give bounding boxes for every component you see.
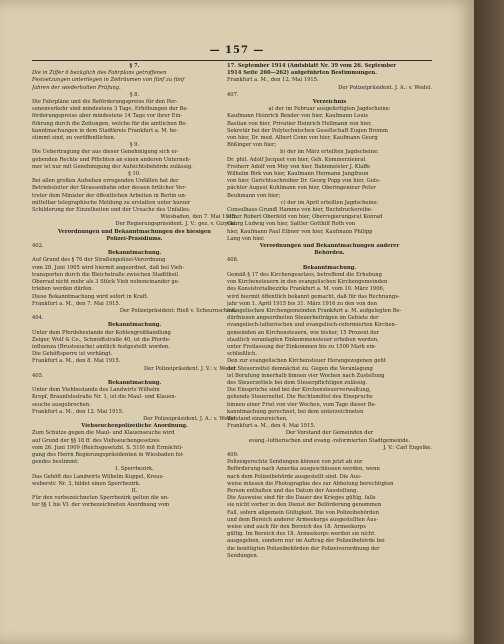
text-line: Behörden. <box>314 250 345 257</box>
text-line: kanntmachungen in dem Stadtkreis Frankfurt a. M. be- <box>32 127 179 134</box>
text-line: weise müssen die Photographie des zur Abholung berechtigten <box>227 480 394 487</box>
text-line: § 9. <box>129 142 140 149</box>
text-line: Frankfurt a. M., den 8. Mai 1915. <box>32 358 121 365</box>
text-line: ist Berufung innerhalb binnen vier Wochen nach Zustellung <box>227 372 385 379</box>
text-line: Festsetzungen unterliegen in Zeiträumen von fünf zu fünf <box>32 77 185 84</box>
text-line: Die in Ziffer 6 bezüglich des Fahrplans getroffenen <box>32 70 167 77</box>
text-line: mittelbar telegraphische Meldung zu erstatten unter kurzer <box>32 199 191 206</box>
text-line: J. V.: Carl Engelke. <box>383 444 432 451</box>
text-line: Die Uebertragung der aus dieser Genehmigung sich er- <box>32 149 179 156</box>
text-line: kanntmachung gerechnet, bei dem unterzeichneten <box>227 408 364 415</box>
text-line: förderungspreise aber mindestens 14 Tage vor ihrer Ein- <box>32 113 183 120</box>
text-line: I. Sperrbezirk. <box>115 466 154 473</box>
text-line: dürfnissen angeordneten Steuerbeiträgen im Gebiete der <box>227 315 379 322</box>
page-number: — 157 — <box>209 45 265 56</box>
text-line: § 8. <box>129 91 140 98</box>
text-line: Bei allen großen Aufsehen erregenden Unfällen hat der <box>32 178 179 185</box>
text-line: Bößinger von hier; <box>227 142 277 149</box>
text-line: transporten durch die Bleichstraße zwischen Stadttheil <box>32 271 179 278</box>
text-line: ter §§ 1 bis VI. der vorbezeichneten Anordnung vom <box>32 502 170 509</box>
text-line: Diese Bekanntmachung wird sofort in Kraft. <box>32 293 149 300</box>
text-line: unter Freilassung der Einkommen bis zu 1500 Mark ein- <box>227 343 377 350</box>
text-line: c) der im April erteilten Jagdscheine: <box>280 199 379 206</box>
text-line: II. <box>131 487 138 494</box>
text-line: Person enthalten und das Datum der Ausstellung. <box>227 487 358 494</box>
text-line: Viehseuchenpolizeiliche Anordnung. <box>81 423 188 430</box>
text-line: 404. <box>32 315 44 322</box>
text-line: des Konsistorialbezirks Frankfurt a. M. vom 10. März 1906, <box>227 286 385 293</box>
text-line: staatlich veranlagten Einkommensteuer erhoben werden, <box>227 336 379 343</box>
text-line: Die Gehöftsperre ist verhängt. <box>32 351 113 358</box>
text-line: Unter dem Viehbestande des Landwirts Wilhelm <box>32 387 160 394</box>
text-line: die benötigten Polizeibehörden der Polizeiverordnung der <box>227 545 380 552</box>
text-line: gültig. Im Bereich des 18. Armeekorps werden sie nicht <box>227 531 375 538</box>
text-line: von Kirchensteuern in den evangelischen Kirchengemeinden <box>227 279 388 286</box>
text-line: Frankfurt a. M., den 12. Mai 1915. <box>32 408 124 415</box>
text-line: Polizei-Präsidiums. <box>106 235 163 242</box>
right-column <box>227 58 432 560</box>
text-line: sitzer Robert Oberfeld von hier, Oberregierungsrat Konrad <box>227 214 383 221</box>
text-line: Jahren der wiederholten Prüfung. <box>32 84 121 91</box>
text-line: Die Einsprüche sind bei der Kirchensteuerverwaltung, <box>227 387 371 394</box>
book-binding-edge <box>474 0 504 644</box>
text-line: b) der im März erteilten Jagdscheine: <box>280 149 379 156</box>
text-line: Betriebsleiter der Strassenbahn oder dessen örtlicher Ver- <box>32 185 187 192</box>
text-line: 408. <box>227 257 239 264</box>
text-line: von hier, Gerichtsschreiber Dr. Georg Popp von hier, Guts- <box>227 178 381 185</box>
text-line: Der Polizeipräsident: Rieß v. Scheurnschloß. <box>119 307 237 314</box>
text-line: trieben werden dürfen. <box>32 286 94 293</box>
text-line: Bekanntmachung. <box>107 379 162 386</box>
text-line: und dem Bereich anderer Armeekorps ausgestellten Aus- <box>227 516 379 523</box>
text-line: Den zur evangelischen Kirchensteuer Herangezogenen geht <box>227 358 386 365</box>
text-line: seuche ausgebrochen. <box>32 401 91 408</box>
text-line: Die Fahrpläne und die Beförderungspreise für den Per- <box>32 99 178 106</box>
text-line: 407. <box>227 91 239 98</box>
text-line: Polizeigerechte Sendungen können von jetzt ab zur <box>227 459 363 466</box>
text-line: § 7. <box>129 63 140 69</box>
text-line: Das Gehöft des Landwirts Wilhelm Kuppel, Kreuz- <box>32 473 164 480</box>
text-line: Der Polizeipräsident. J. A.: v. Wedel. <box>143 415 237 422</box>
text-line: Der Regierungspräsident. J. V.: gez. v. Gizycki. <box>115 221 237 228</box>
text-line: hier, Kaufmann Paul Eibner von hier, Kaufmann Philipp <box>227 228 373 235</box>
text-line: Georg Ludwig von hier, Sattler Gotthilf Roth von <box>227 221 356 228</box>
text-line: des Steuerzettels bei dem Steuerpflichtigen zulässig. <box>227 379 368 386</box>
text-line: sonenverkehr sind mindestens 3 Tage, Erhöhungen der Be- <box>32 106 189 113</box>
text-line: Bekanntmachung. <box>107 322 162 329</box>
text-line: Kropf, Braunfelsstraße Nr. 1, ist die Maul- und Klauen- <box>32 394 177 401</box>
text-line: jahr vom 1. April 1915 bis 31. März 1916 zu den von den <box>227 300 377 307</box>
text-line: 409. <box>227 451 239 458</box>
text-line: Der Polizeipräsident. J. V.: v. Wedel. <box>143 365 237 372</box>
text-line: Wiesbaden, den 7. Mai 1915. <box>160 214 237 221</box>
text-line: Für den vorbezeichneten Sperrbezirk gelten die un- <box>32 495 169 502</box>
text-line: gehende Steuerzettel. Die Rechtsmittel des Einspruchs <box>227 394 373 401</box>
text-line: Frankfurt a. M., den 4. Mai 1915. <box>227 423 316 430</box>
text-line: wird hiermit öffentlich bekannt gemacht, daß für das Rechnungs- <box>227 293 400 300</box>
text-line: Consulhaus Grundl Hamme von hier, Buchdruckereibe- <box>227 207 373 214</box>
text-line: gung des Herrn Regierungspräsidenten in Wiesbaden fol- <box>32 451 185 458</box>
text-line: Verordnungen und Bekanntmachungen anderer <box>259 243 400 250</box>
text-line: Schilderung der Einzelheiten und der Ursache des Unfalles. <box>32 207 191 214</box>
text-line: binnen einer Frist von vier Wochen, vom Tage dieser Be- <box>227 401 377 408</box>
text-line: Verordnungen und Bekanntmachungen des hiesigen <box>58 228 211 235</box>
text-line: Die Ausweise sind für die Dauer des Krieges gültig, falls <box>227 495 376 502</box>
text-line: stimmt sind, zu veröffentlichen. <box>32 135 116 142</box>
text-line: ausgegeben, sondern nur im Auftrag der Polizeibehörde bei <box>227 538 385 545</box>
text-line: Frankfurt a. M., den 7. Mai 1915. <box>32 300 121 307</box>
text-line: Fall, sofern allgemein Gültigkeit. Die von Polizeibehörden <box>227 509 379 516</box>
text-line: vom 28. Juni 1905 wird hiermit angeordnet, daß bei Vieh- <box>32 264 185 271</box>
text-line: gemeinden an Kirchensteuern, wie bisher, 15 Prozent der <box>227 329 380 336</box>
text-line: Oberrad nicht mehr als 3 Stück Vieh nebeneinander ge- <box>32 279 180 286</box>
text-line: gendes bestimmt: <box>32 459 79 466</box>
text-line: treter dem Minister der öffentlichen Arbeiten in Berlin un- <box>32 192 187 199</box>
text-line: pächter August Kuhlmann von hier, Oberingenieur Peter <box>227 185 376 192</box>
text-line: Der Vorstand der Gemeinden der <box>285 430 374 437</box>
text-line: Kaufmann Heinrich Bender von hier, Kaufmann Louis <box>227 113 369 120</box>
left-column-body <box>32 63 237 510</box>
text-line: Der Polizeipräsident. J. A.: v. Wedel. <box>338 84 432 91</box>
text-line: Bekanntmachung. <box>107 250 162 257</box>
text-line: Beförderung nach Amerika ausgeschlossen werden, wenn <box>227 466 380 473</box>
text-line: Bekanntmachung. <box>302 264 357 271</box>
text-line: Sendungen. <box>227 552 259 559</box>
text-line: sie nicht vorher in den Dienst der Beförderung genommen <box>227 502 382 509</box>
top-rule-left <box>32 60 237 61</box>
text-line: der Steuerzettel demnächst zu. Gegen die Veranlagung <box>227 365 373 372</box>
text-line: evangelisch-lutherischen und evangelisch-reformierten Kirchen- <box>227 322 397 329</box>
text-line: 17. September 1914 (Amtsblatt Nr. 39 vom 26. September <box>227 63 396 69</box>
right-column-body <box>227 63 432 560</box>
text-line: 1914 Seite 260—262) aufgeführten Bestimmungen. <box>227 70 377 77</box>
text-line: nach dem Polizeibehörde ausgestellt sind. Die Aus- <box>227 473 362 480</box>
text-line: Frankfurt a. M., den 12. Mai 1915. <box>227 77 319 84</box>
text-line: mer ist nur mit Genehmigung der Aufsichtsbehörde zulässig. <box>32 163 193 170</box>
text-line: gebenden Rechte und Pflichten an einen anderen Unterneh- <box>32 156 191 163</box>
text-line: Vorstand einzureichen. <box>227 415 288 422</box>
text-line: Freiherr Adolf von Mey von hier, Bahnmeister J. Klaffe <box>227 163 371 170</box>
text-line: Auf Grund des § 76 der Straßenpolizei-Verordnung <box>32 257 166 264</box>
text-line: evang.-lutherischen und evang.-reformierten Stadtgemeinde. <box>248 437 411 444</box>
text-line: schließlich. <box>227 351 257 358</box>
text-line: Beuhmann von hier; <box>227 192 281 199</box>
text-line: Zum Schutze gegen die Maul- und Klauenseuche wird <box>32 430 175 437</box>
text-line: vom 26. Juni 1909 (Reichsgesetzbl. S. 519) mit Ermächti- <box>32 444 183 451</box>
text-line: Verzeichnis <box>312 99 347 106</box>
text-line: 402. <box>32 243 44 250</box>
text-line: Lang von hier. <box>227 235 265 242</box>
text-line: führung durch die Zeitungen, welche für die amtlichen Be- <box>32 120 188 127</box>
text-line: 405. <box>32 372 44 379</box>
text-line: Dr. phil. Adolf Jocquet von hier, Geh. Kommerzienrat <box>227 156 366 163</box>
text-line: weise sind auch für den Bereich des 18. Armeekorps <box>227 524 366 530</box>
left-column <box>32 58 237 510</box>
text-line: Unter dem Pferdebestande der Kohlengroßhandlung <box>32 329 171 336</box>
top-rule-right <box>227 60 432 61</box>
text-line: evangelischen Kirchengemeinden Frankfurt a. M. aufgelegten Be- <box>227 307 402 314</box>
text-line: Gemäß § 17 des Kirchengesetzes, betreffend die Erhebung <box>227 271 382 278</box>
text-line: von hier, Dr. med. Albert Conn von hier, Kaufmann Georg <box>227 135 378 142</box>
text-line: § 10. <box>128 171 141 178</box>
text-line: Bastian von hier, Privatier Heinrich Hellmann von hier, <box>227 120 372 127</box>
text-line: Wilhelm Birk von hier, Kaufmann Hermann Jungfraun <box>227 171 369 178</box>
text-line: a) der im Februar ausgefertigten Jagdscheine: <box>268 106 391 113</box>
text-line: auf Grund der §§ 18 ff. des Viehseuchengesetzes <box>32 437 160 444</box>
text-line: influenza (Brustseuche) amtlich festgestellt worden. <box>32 343 170 350</box>
text-line: Zeiger, Wolf & Co., Schmidtstraße 40, ist die Pferde- <box>32 336 171 343</box>
text-line: weberstr. Nr. 3, bildet einen Sperrbezirk. <box>32 480 141 487</box>
text-line: Sekretär bei der Polytechnischen Gesellschaft Eugen Bromm <box>227 127 388 134</box>
